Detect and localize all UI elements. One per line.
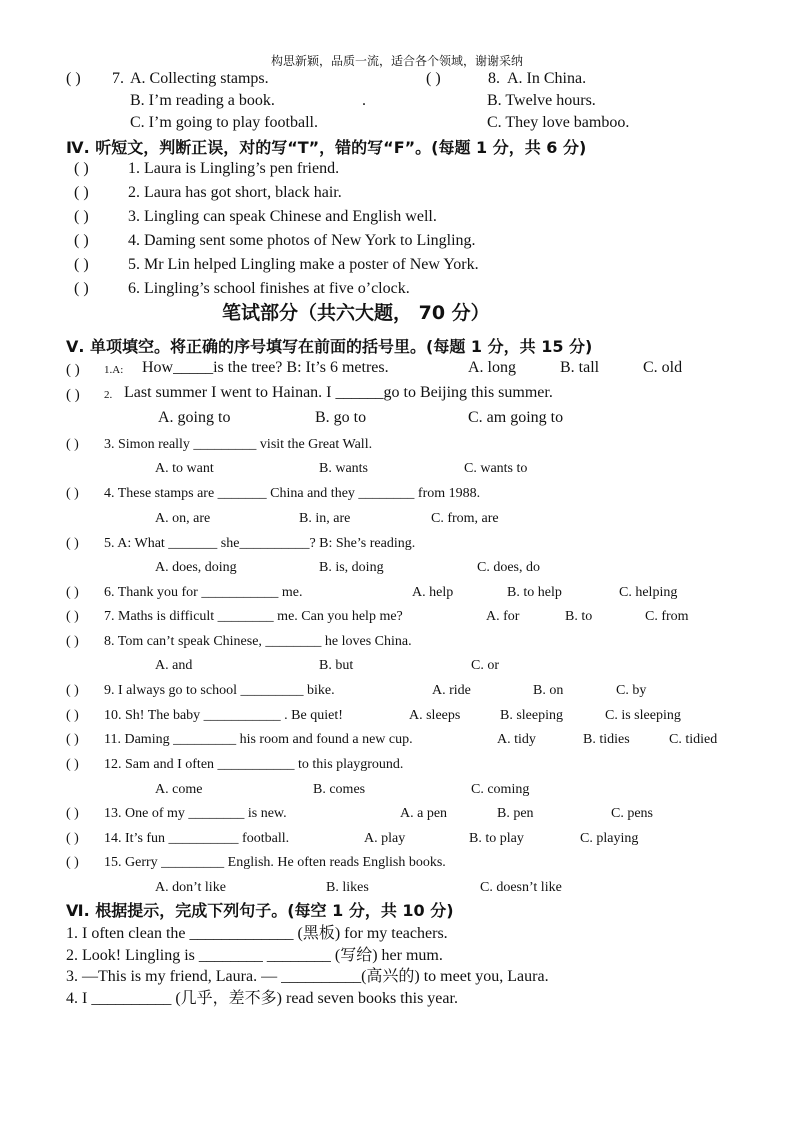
q7-option-b: B. I’m reading a book.: [130, 92, 275, 109]
s5-q1-option-a: A. long: [468, 359, 516, 376]
section4-title: Ⅳ. 听短文，判断正误，对的写“T”，错的写“F”。(每题 1 分，共 6 分): [66, 138, 587, 157]
s5-q11-paren[interactable]: ( ): [66, 732, 79, 747]
s5-q8-stem: 8. Tom can’t speak Chinese, ________ he loves China.: [104, 634, 412, 649]
s5-q10-option-c: C. is sleeping: [605, 708, 681, 723]
s4-q4-text: 4. Daming sent some photos of New York to Lingling.: [128, 232, 476, 249]
s5-q7-option-b: B. to: [565, 609, 593, 624]
s5-q6-option-c: C. helping: [619, 585, 678, 600]
s5-q2-paren[interactable]: ( ): [66, 387, 80, 403]
s5-q6-paren[interactable]: ( ): [66, 585, 79, 600]
s5-q5-option-a: A. does, doing: [155, 560, 237, 575]
s5-q2-option-c: C. am going to: [468, 409, 564, 426]
s5-q15-option-b: B. likes: [326, 880, 369, 895]
s5-q11-option-c: C. tidied: [669, 732, 718, 747]
s5-q7-paren[interactable]: ( ): [66, 609, 79, 624]
s6-sentence-1: 1. I often clean the _____________ (黑板) for my teachers.: [66, 925, 448, 942]
q8-paren[interactable]: ( ): [426, 70, 441, 87]
s5-q12-paren[interactable]: ( ): [66, 757, 79, 772]
s5-q4-paren[interactable]: ( ): [66, 486, 79, 501]
s5-q9-option-b: B. on: [533, 683, 564, 698]
s5-q10-paren[interactable]: ( ): [66, 708, 79, 723]
s5-q7-option-c: C. from: [645, 609, 689, 624]
s5-q5-paren[interactable]: ( ): [66, 536, 79, 551]
s5-q6-option-b: B. to help: [507, 585, 562, 600]
s5-q9-option-c: C. by: [616, 683, 647, 698]
s5-q6-option-a: A. help: [412, 585, 454, 600]
s5-q4-option-c: C. from, are: [431, 511, 499, 526]
s4-q2-text: 2. Laura has got short, black hair.: [128, 184, 342, 201]
section6-title: Ⅵ. 根据提示，完成下列句子。(每空 1 分，共 10 分): [66, 901, 454, 920]
s5-q7-option-a: A. for: [486, 609, 520, 624]
s5-q14-option-a: A. play: [364, 831, 406, 846]
s6-sentence-4: 4. I __________ (几乎，差不多) read seven books this year.: [66, 990, 458, 1007]
s5-q5-option-b: B. is, doing: [319, 560, 384, 575]
written-part-title: 笔试部分（共六大题， 70 分）: [222, 302, 490, 324]
s5-q12-option-b: B. comes: [313, 782, 366, 797]
s5-q8-paren[interactable]: ( ): [66, 634, 79, 649]
s4-q4-paren[interactable]: ( ): [74, 232, 89, 249]
s5-q14-paren[interactable]: ( ): [66, 831, 79, 846]
s4-q6-paren[interactable]: ( ): [74, 280, 89, 297]
s5-q3-option-c: C. wants to: [464, 461, 528, 476]
stray-dot: .: [362, 92, 366, 109]
s5-q13-option-b: B. pen: [497, 806, 534, 821]
s5-q2-option-a: A. going to: [158, 409, 231, 426]
s5-q4-option-b: B. in, are: [299, 511, 351, 526]
s5-q13-paren[interactable]: ( ): [66, 806, 79, 821]
s5-q1-num: 1.A:: [104, 364, 124, 376]
s5-q10-stem: 10. Sh! The baby ___________ . Be quiet!: [104, 708, 343, 723]
section5-title: Ⅴ. 单项填空。将正确的序号填写在前面的括号里。(每题 1 分，共 15 分): [66, 337, 593, 356]
s5-q4-option-a: A. on, are: [155, 511, 211, 526]
s4-q1-text: 1. Laura is Lingling’s pen friend.: [128, 160, 340, 177]
s5-q2-stem: Last summer I went to Hainan. I ______go to Beijing this summer.: [124, 384, 553, 401]
s4-q2-paren[interactable]: ( ): [74, 184, 89, 201]
s5-q15-option-c: C. doesn’t like: [480, 880, 562, 895]
q7-option-c: C. I’m going to play football.: [130, 114, 318, 131]
s4-q5-paren[interactable]: ( ): [74, 256, 89, 273]
s5-q9-paren[interactable]: ( ): [66, 683, 79, 698]
s5-q6-stem: 6. Thank you for ___________ me.: [104, 585, 303, 600]
s5-q11-option-a: A. tidy: [497, 732, 536, 747]
s5-q1-paren[interactable]: ( ): [66, 362, 80, 378]
s5-q1-option-c: C. old: [643, 359, 683, 376]
q8-option-b: B. Twelve hours.: [487, 92, 596, 109]
s5-q1-stem: How_____is the tree? B: It’s 6 metres.: [142, 359, 389, 376]
s5-q3-stem: 3. Simon really _________ visit the Great Wall.: [104, 437, 373, 452]
s4-q5-text: 5. Mr Lin helped Lingling make a poster of New York.: [128, 256, 479, 273]
q8-option-c: C. They love bamboo.: [487, 114, 630, 131]
page-header: 构思新颖，品质一流，适合各个领域，谢谢采纳: [270, 54, 523, 68]
q8-num: 8.: [488, 70, 500, 87]
s5-q15-paren[interactable]: ( ): [66, 855, 79, 870]
s5-q14-option-b: B. to play: [469, 831, 524, 846]
s5-q9-stem: 9. I always go to school _________ bike.: [104, 683, 335, 698]
s5-q12-option-c: C. coming: [471, 782, 530, 797]
s5-q1-option-b: B. tall: [560, 359, 600, 376]
s5-q13-option-a: A. a pen: [400, 806, 448, 821]
q7-paren[interactable]: ( ): [66, 70, 81, 87]
s5-q10-option-b: B. sleeping: [500, 708, 563, 723]
s5-q2-num: 2.: [104, 389, 113, 401]
s6-sentence-2: 2. Look! Lingling is ________ ________ (写给) her mum.: [66, 947, 443, 964]
s5-q13-option-c: C. pens: [611, 806, 653, 821]
s4-q1-paren[interactable]: ( ): [74, 160, 89, 177]
s5-q11-stem: 11. Daming _________ his room and found a new cup.: [104, 732, 413, 747]
s5-q3-option-a: A. to want: [155, 461, 214, 476]
s5-q12-option-a: A. come: [155, 782, 203, 797]
s5-q5-option-c: C. does, do: [477, 560, 540, 575]
s5-q8-option-b: B. but: [319, 658, 354, 673]
s5-q14-option-c: C. playing: [580, 831, 639, 846]
s5-q3-option-b: B. wants: [319, 461, 368, 476]
s5-q3-paren[interactable]: ( ): [66, 437, 79, 452]
q7-option-a: A. Collecting stamps.: [130, 70, 269, 87]
s4-q6-text: 6. Lingling’s school finishes at five o’clock.: [128, 280, 410, 297]
s5-q11-option-b: B. tidies: [583, 732, 630, 747]
s5-q15-option-a: A. don’t like: [155, 880, 226, 895]
s6-sentence-3: 3. —This is my friend, Laura. — __________(高兴的) to meet you, Laura.: [66, 968, 549, 985]
s5-q2-option-b: B. go to: [315, 409, 367, 426]
s5-q10-option-a: A. sleeps: [409, 708, 461, 723]
s5-q14-stem: 14. It’s fun __________ football.: [104, 831, 290, 846]
s5-q9-option-a: A. ride: [432, 683, 471, 698]
s5-q4-stem: 4. These stamps are _______ China and they ________ from 1988.: [104, 486, 481, 501]
s5-q8-option-a: A. and: [155, 658, 193, 673]
s4-q3-paren[interactable]: ( ): [74, 208, 89, 225]
s5-q13-stem: 13. One of my ________ is new.: [104, 806, 287, 821]
q8-option-a: A. In China.: [507, 70, 587, 87]
s4-q3-text: 3. Lingling can speak Chinese and English well.: [128, 208, 437, 225]
q7-num: 7.: [112, 70, 124, 87]
s5-q15-stem: 15. Gerry _________ English. He often reads English books.: [104, 855, 446, 870]
s5-q12-stem: 12. Sam and I often ___________ to this playground.: [104, 757, 404, 772]
s5-q8-option-c: C. or: [471, 658, 499, 673]
s5-q7-stem: 7. Maths is difficult ________ me. Can you help me?: [104, 609, 403, 624]
s5-q5-stem: 5. A: What _______ she__________? B: She’s reading.: [104, 536, 416, 551]
